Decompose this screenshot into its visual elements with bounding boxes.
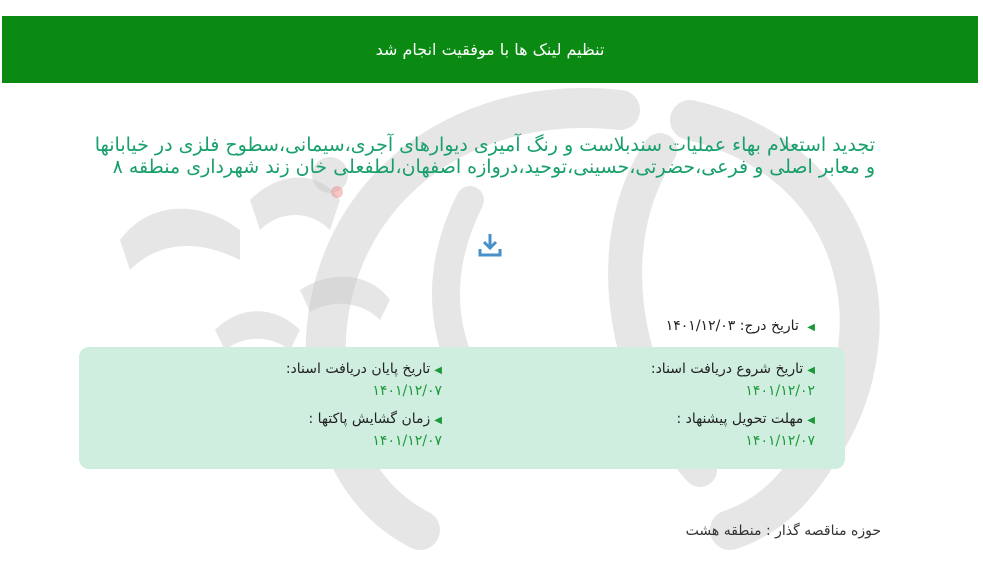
tender-authority <box>686 523 881 539</box>
tender-title: تجدید استعلام بهاء عملیات سندبلاست و رنگ آمیزی دیوارهای آجری،سیمانی،سطوح فلزی در خیابانها و معابر اصلی و فرعی،حضرتی،حسینی،توحید،دروازه اصفهان،لطفعلی خان زند شهرداری منطقه ۸ <box>94 134 875 178</box>
insert-date-value: ۱۴۰۱/۱۲/۰۳ <box>665 318 736 334</box>
opening-value: ۱۴۰۱/۱۲/۰۷ <box>372 433 442 449</box>
insert-date <box>666 318 815 334</box>
bullet-arrow-icon: ◀ <box>434 365 442 376</box>
opening-label: زمان گشایش پاکتها : <box>308 411 431 427</box>
bullet-arrow-icon: ◀ <box>807 322 815 333</box>
bid-deadline-value: ۱۴۰۱/۱۲/۰۷ <box>745 433 815 449</box>
tender-details-panel <box>79 347 845 469</box>
bullet-arrow-icon: ◀ <box>807 415 815 426</box>
authority-value: منطقه هشت <box>685 523 762 539</box>
doc-start-cell <box>651 361 815 399</box>
bid-deadline-cell <box>676 411 815 449</box>
doc-end-value: ۱۴۰۱/۱۲/۰۷ <box>372 383 442 399</box>
bullet-arrow-icon: ◀ <box>434 415 442 426</box>
doc-start-value: ۱۴۰۱/۱۲/۰۲ <box>745 383 815 399</box>
opening-cell <box>308 411 442 449</box>
success-banner <box>2 16 978 83</box>
success-message: تنظیم لینک ها با موفقیت انجام شد <box>375 40 605 59</box>
bid-deadline-label: مهلت تحویل پیشنهاد : <box>676 411 804 427</box>
doc-end-label: تاریخ پایان دریافت اسناد: <box>285 361 431 377</box>
authority-label: حوزه مناقصه گذار : <box>765 523 881 539</box>
bullet-arrow-icon: ◀ <box>807 365 815 376</box>
doc-end-cell <box>286 361 442 399</box>
insert-date-label: تاریخ درج: <box>739 318 799 334</box>
download-icon[interactable] <box>478 232 502 258</box>
doc-start-label: تاریخ شروع دریافت اسناد: <box>650 361 804 377</box>
